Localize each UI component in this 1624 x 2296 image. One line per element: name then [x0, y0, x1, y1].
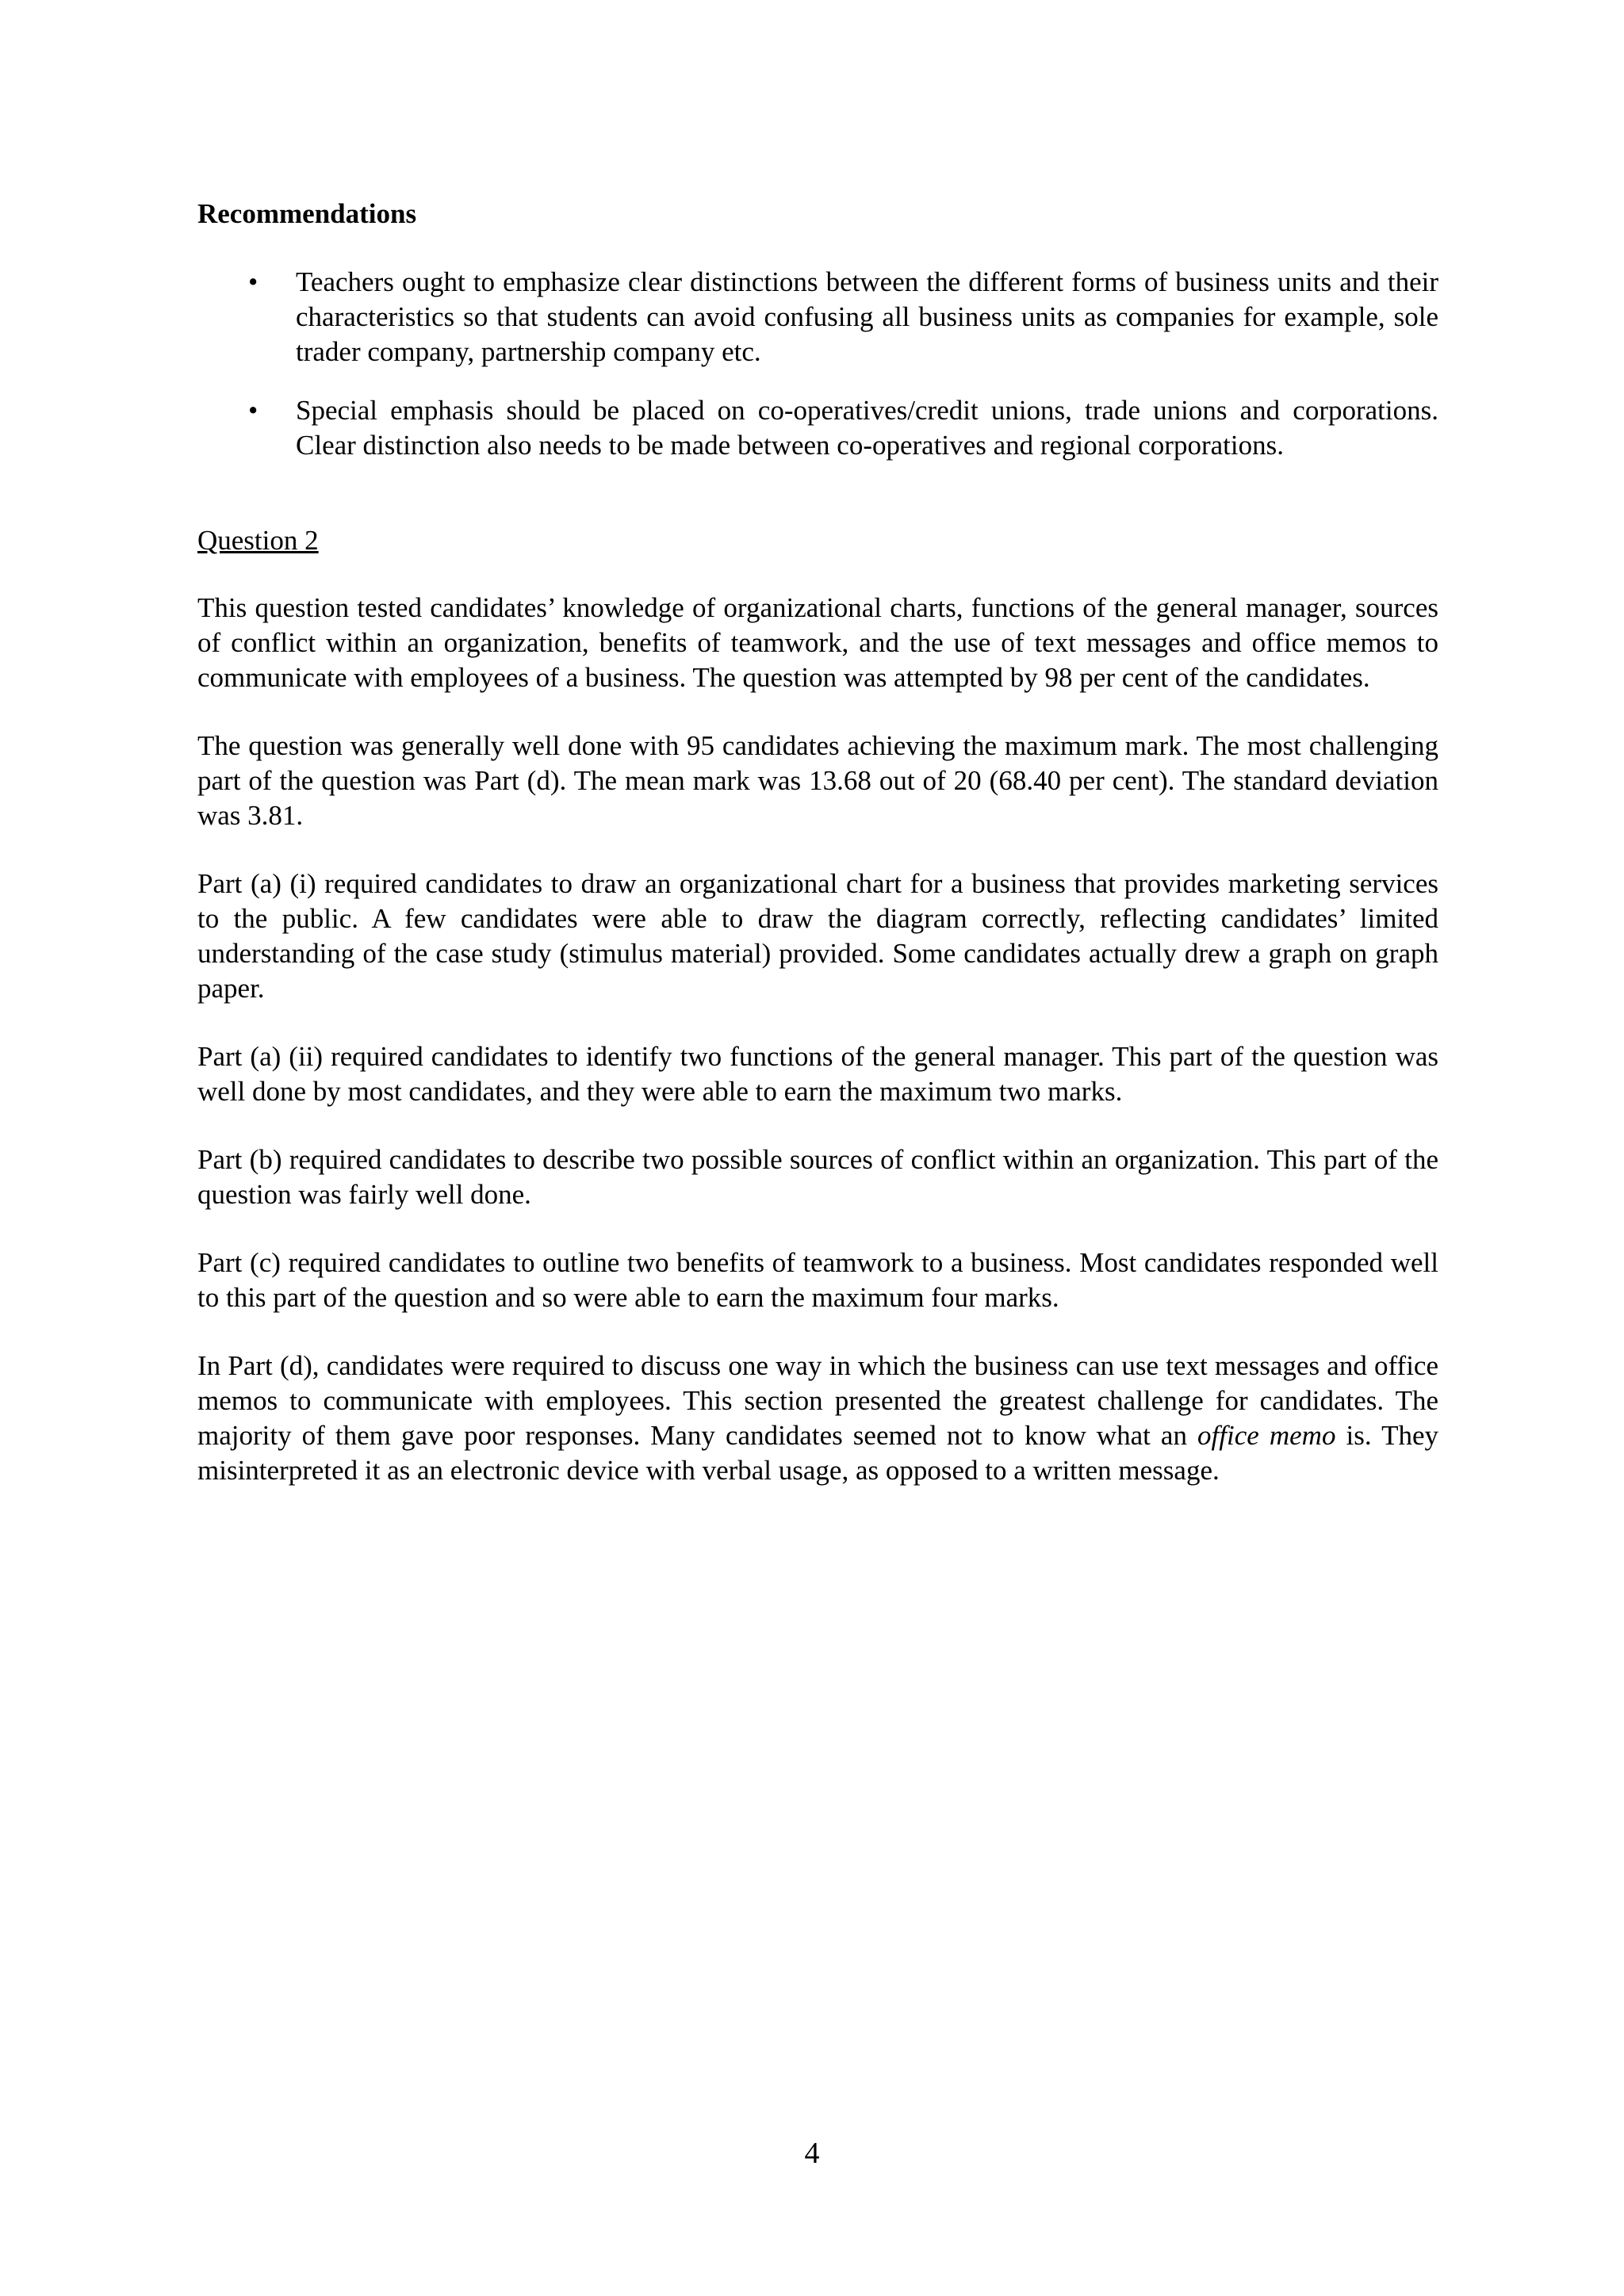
recommendations-list	[197, 265, 1438, 463]
paragraph-part-a-ii: Part (a) (ii) required candidates to identify two functions of the general manager. This part of the question was well done by most candidates, and they were able to earn the maximum two marks.	[197, 1041, 1438, 1107]
question-2-heading: Question 2	[197, 525, 319, 556]
page-content	[197, 197, 1438, 1488]
list-item-text: Teachers ought to emphasize clear distinctions between the different forms of business units and their characteristics so that students can avoid confusing all business units as companies for example, sole trader company, partnership company etc.	[296, 266, 1438, 367]
paragraph-performance: The question was generally well done with 95 candidates achieving the maximum mark. The most challenging part of the question was Part (d). The mean mark was 13.68 out of 20 (68.40 per cent). The standard deviation was 3.81.	[197, 730, 1438, 831]
recommendations-heading: Recommendations	[197, 198, 417, 229]
paragraph-part-a-i: Part (a) (i) required candidates to draw an organizational chart for a business that provides marketing services to the public. A few candidates were able to draw the diagram correctly, reflecting candidates’ limited understanding of the case study (stimulus material) provided. Some candidates actually drew a graph on graph paper.	[197, 868, 1438, 1004]
paragraph-part-b: Part (b) required candidates to describe two possible sources of conflict within an organization. This part of the question was fairly well done.	[197, 1144, 1438, 1210]
list-item	[197, 393, 1438, 463]
part-d-text-end: is. They misinterpreted it as an electronic device with verbal usage, as opposed to a written message.	[197, 1420, 1439, 1486]
paragraph-part-c: Part (c) required candidates to outline two benefits of teamwork to a business. Most candidates responded well to this part of the question and so were able to earn the maximum four marks.	[197, 1247, 1438, 1313]
paragraph-part-d	[197, 1349, 1438, 1488]
part-d-text-start: In Part (d), candidates were required to discuss one way in which the business can use text messages and office memos to communicate with employees. This section presented the greatest challenge for candidates. The majority of them gave poor responses. Many candidates seemed not to know what an	[197, 1350, 1438, 1451]
list-item-text: Special emphasis should be placed on co-operatives/credit unions, trade unions and corporations. Clear distinction also needs to be made between co-operatives and regional corporations.	[296, 395, 1438, 461]
list-item	[197, 265, 1438, 369]
page-number: 4	[804, 2137, 820, 2170]
bullet-icon: •	[248, 395, 259, 426]
part-d-italic-term: office memo	[1197, 1420, 1336, 1451]
bullet-icon: •	[248, 266, 259, 297]
paragraph-overview: This question tested candidates’ knowledge of organizational charts, functions of the general manager, sources of conflict within an organization, benefits of teamwork, and the use of text messages and office memos to communicate with employees of a business. The question was attempted by 98 per cent of the candidates.	[197, 592, 1438, 693]
